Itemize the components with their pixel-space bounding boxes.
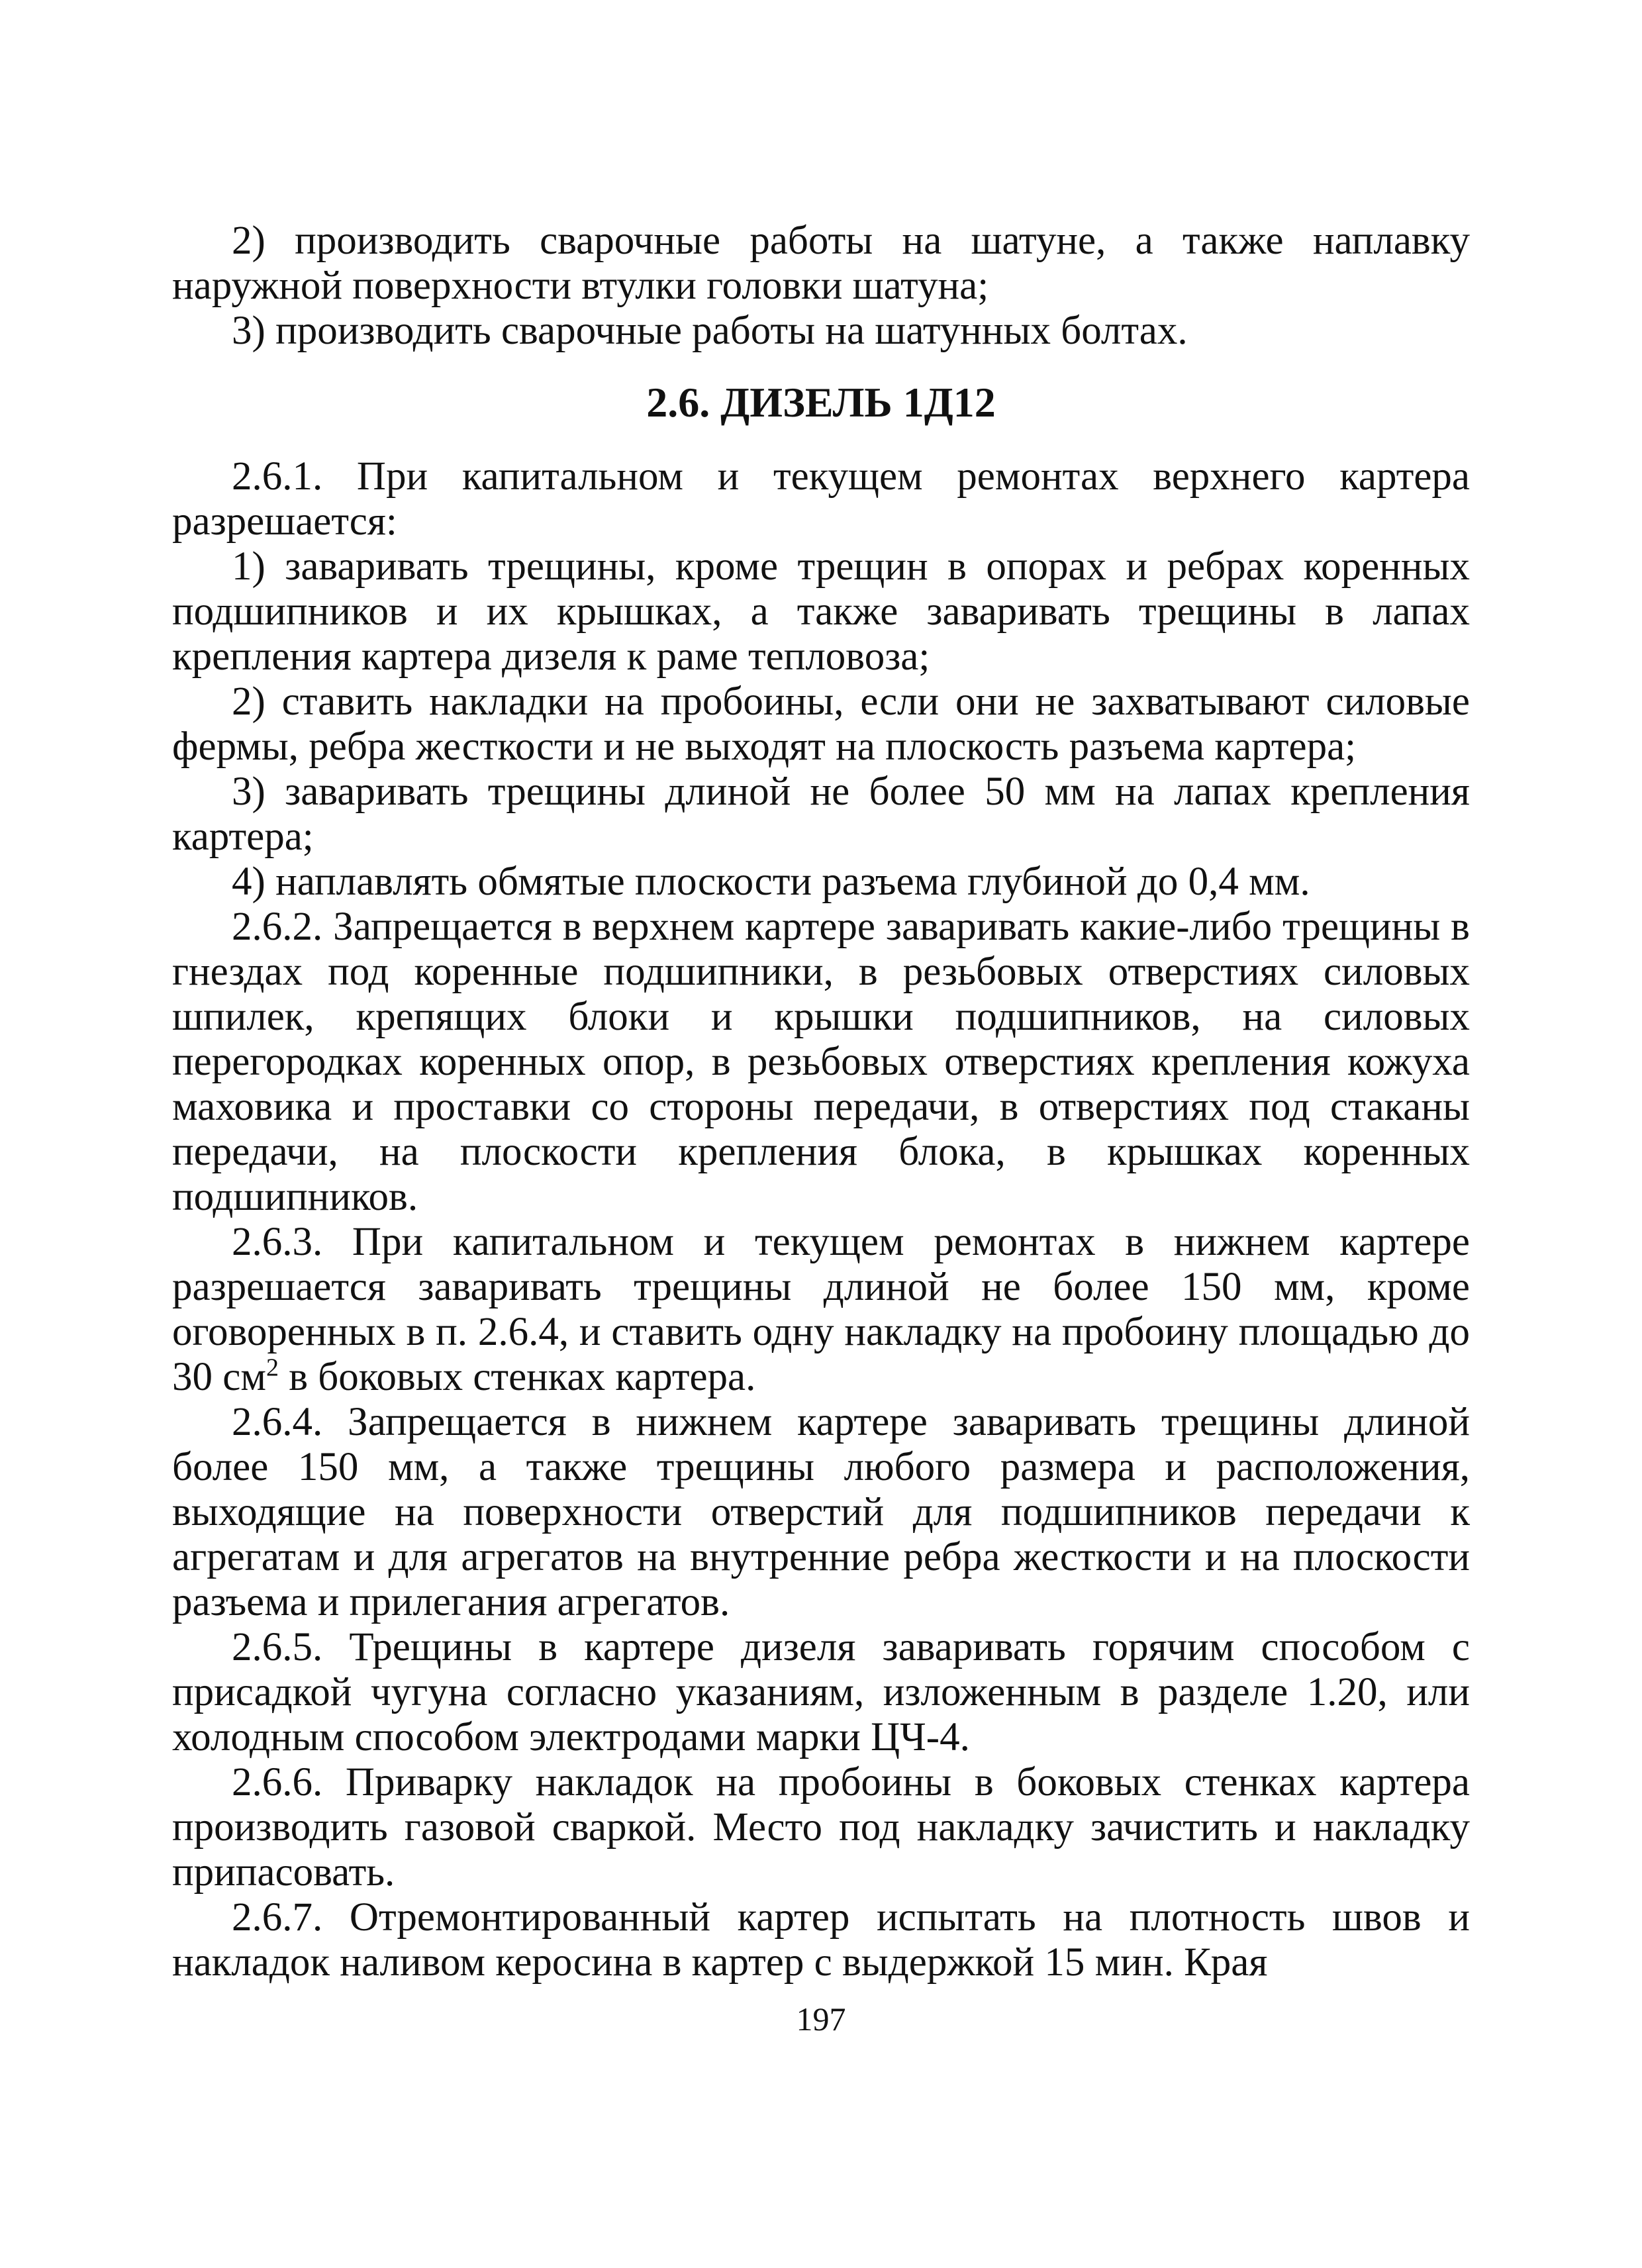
paragraph-2-6-5: 2.6.5. Трещины в картере дизеля заваривать горячим способом с присадкой чугуна согласно указаниям, изложенным в разделе 1.20, или холодным способом электродами марки ЦЧ-4. — [172, 1625, 1470, 1759]
paragraph-2-6-1-item-4: 4) наплавлять обмятые плоскости разъема глубиной до 0,4 мм. — [232, 860, 1310, 904]
paragraph-2-6-3-end: в боковых стенках картера. — [278, 1355, 756, 1399]
paragraph-2-6-3-text: 2.6.3. При капитальном и текущем ремонтах в нижнем картере разрешается заваривать трещины длиной не более 150 мм, кроме оговоренных в п. 2.6.4, и ставить одну накладку на пробоину площадью до 30 см — [172, 1220, 1470, 1399]
section-heading: 2.6. ДИЗЕЛЬ 1Д12 — [646, 379, 996, 426]
paragraph-2-6-2: 2.6.2. Запрещается в верхнем картере заваривать какие-либо трещины в гнездах под коренные подшипники, в резьбовых отверстиях силовых шпилек, крепящих блоки и крышки подшипников, на силовых перегородках коренных опор, в резьбовых отверстиях крепления кожуха маховика и проставки со стороны передачи, в отверстиях под стаканы передачи, на плоскости крепления блока, в крышках коренных подшипников. — [172, 905, 1470, 1219]
paragraph-2-6-3 — [172, 1220, 1470, 1400]
paragraph-2-6-7: 2.6.7. Отремонтированный картер испытать на плотность швов и накладок наливом керосина в картер с выдержкой 15 мин. Края — [172, 1895, 1470, 1985]
superscript-2: 2 — [266, 1354, 279, 1382]
paragraph-2-6-1-item-1: 1) заваривать трещины, кроме трещин в опорах и ребрах коренных подшипников и их крышках, а также заваривать трещины в лапах крепления картера дизеля к раме тепловоза; — [172, 544, 1470, 679]
paragraph-2-6-1-item-2: 2) ставить накладки на пробоины, если они не захватывают силовые фермы, ребра жесткости и не выходят на плоскость разъема картера; — [172, 679, 1470, 769]
page-number: 197 — [796, 2000, 846, 2038]
paragraph-2-6-6: 2.6.6. Приварку накладок на пробоины в боковых стенках картера производить газовой сваркой. Место под накладку зачистить и накладку припасовать. — [172, 1760, 1470, 1895]
paragraph-item-2: 2) производить сварочные работы на шатуне, а также наплавку наружной поверхности втулки головки шатуна; — [172, 219, 1470, 308]
document-page — [172, 219, 1470, 1985]
paragraph-2-6-1-item-3: 3) заваривать трещины длиной не более 50 мм на лапах крепления картера; — [172, 769, 1470, 859]
paragraph-2-6-4: 2.6.4. Запрещается в нижнем картере заваривать трещины длиной более 150 мм, а также трещины любого размера и расположения, выходящие на поверхности отверстий для подшипников передачи к агрегатам и для агрегатов на внутренние ребра жесткости и на плоскости разъема и прилегания агрегатов. — [172, 1400, 1470, 1624]
paragraph-2-6-1: 2.6.1. При капитальном и текущем ремонтах верхнего картера разрешается: — [172, 454, 1470, 544]
paragraph-item-3: 3) производить сварочные работы на шатунных болтах. — [232, 309, 1188, 353]
